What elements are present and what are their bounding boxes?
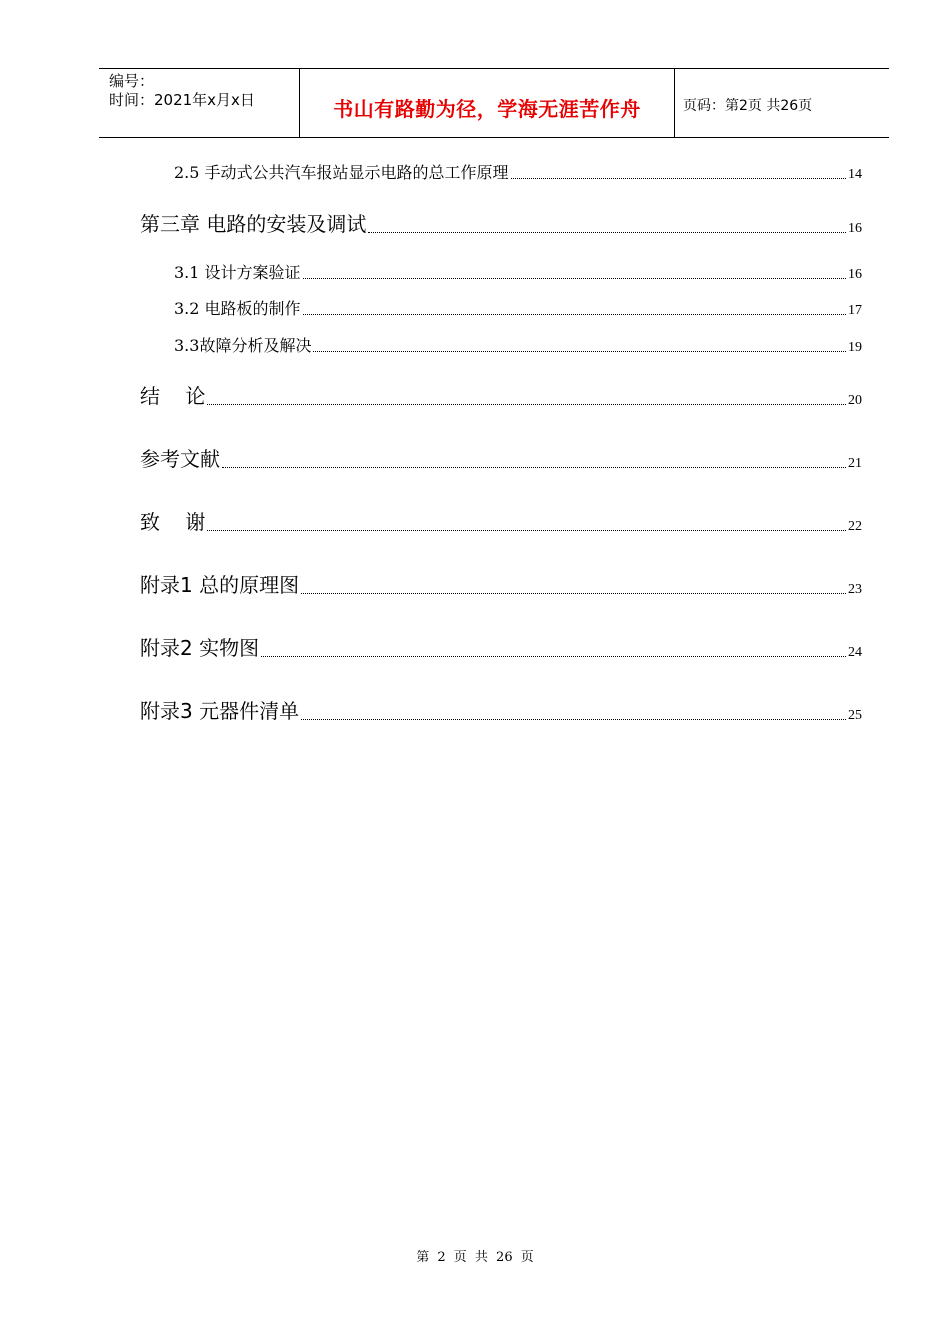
toc-entry-label: 附录1 总的原理图	[140, 573, 300, 597]
toc-entry-page: 19	[848, 340, 862, 355]
toc-entry[interactable]	[140, 380, 862, 409]
toc-entry-page: 16	[848, 221, 862, 236]
toc-entry-label: 2.5 手动式公共汽车报站显示电路的总工作原理	[174, 163, 509, 182]
toc-entry[interactable]	[174, 333, 862, 356]
toc-leader-dots	[207, 404, 846, 405]
toc-entry-page: 22	[848, 519, 862, 534]
toc-entry-page: 25	[848, 708, 862, 723]
toc-entry-label: 3.2 电路板的制作	[174, 299, 301, 318]
toc-entry-label: 参考文献	[140, 447, 220, 471]
toc-leader-dots	[301, 593, 846, 594]
toc-entry[interactable]	[140, 632, 862, 661]
toc-entry-label: 结 论	[140, 384, 206, 408]
toc-leader-dots	[301, 719, 846, 720]
toc-leader-dots	[303, 314, 846, 315]
toc-entry[interactable]	[174, 260, 862, 283]
toc-leader-dots	[368, 232, 846, 233]
toc-leader-dots	[303, 278, 846, 279]
toc-entry-label: 附录3 元器件清单	[140, 699, 300, 723]
toc-leader-dots	[207, 530, 846, 531]
page-header	[99, 68, 889, 138]
page-footer: 第 2 页 共 26 页	[416, 1250, 534, 1265]
toc-entry-label: 附录2 实物图	[140, 636, 260, 660]
toc-entry-page: 23	[848, 582, 862, 597]
toc-entry[interactable]	[140, 208, 862, 237]
header-meta-cell	[99, 69, 300, 137]
toc-entry[interactable]	[140, 443, 862, 472]
toc-entry-label: 第三章 电路的安装及调试	[140, 212, 367, 236]
toc-entry-page: 24	[848, 645, 862, 660]
document-time-label: 时间：2021年x月x日	[109, 91, 255, 109]
document-number-label: 编号：	[109, 72, 155, 90]
header-page-cell	[675, 69, 889, 137]
toc-leader-dots	[511, 178, 846, 179]
toc-entry[interactable]	[140, 506, 862, 535]
toc-entry-label: 3.3故障分析及解决	[174, 336, 312, 355]
toc-entry-page: 14	[848, 167, 862, 182]
header-motto: 书山有路勤为径，学海无涯苦作舟	[333, 97, 641, 121]
toc-entry[interactable]	[140, 569, 862, 598]
toc-entry-label: 3.1 设计方案验证	[174, 263, 301, 282]
toc-entry-label: 致 谢	[140, 510, 206, 534]
toc-entry[interactable]	[140, 695, 862, 724]
toc-entry-page: 21	[848, 456, 862, 471]
toc-entry-page: 17	[848, 303, 862, 318]
toc-leader-dots	[261, 656, 846, 657]
header-motto-cell	[300, 69, 675, 137]
toc-entry[interactable]	[174, 296, 862, 319]
toc-entry[interactable]	[174, 160, 862, 183]
toc-entry-page: 16	[848, 267, 862, 282]
header-page-info: 页码：第2页 共26页	[683, 98, 813, 114]
toc-entry-page: 20	[848, 393, 862, 408]
toc-leader-dots	[222, 467, 846, 468]
toc-leader-dots	[313, 351, 846, 352]
